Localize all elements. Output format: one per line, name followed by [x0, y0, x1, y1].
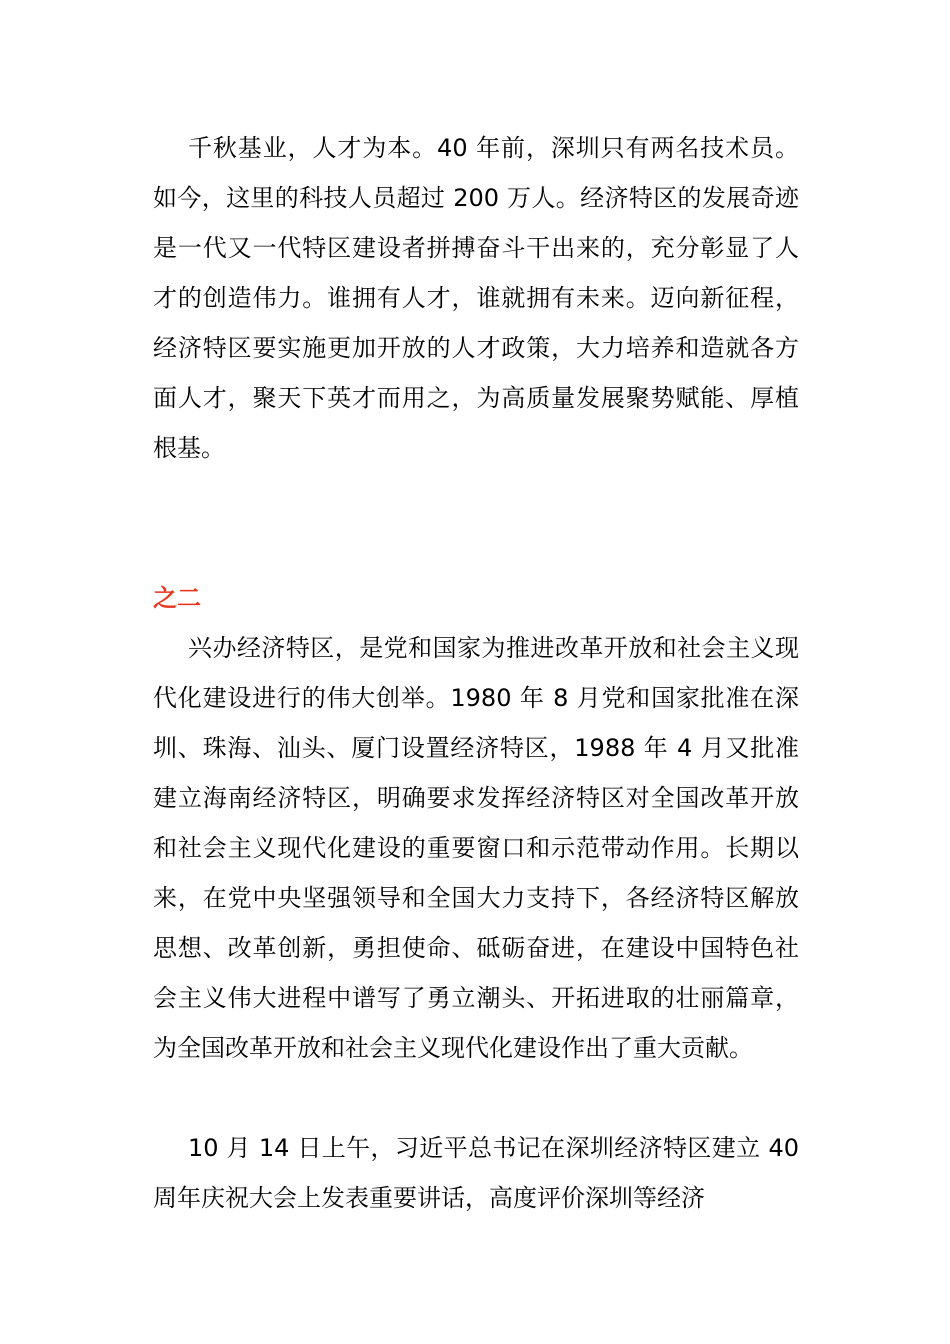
paragraph-special-zones: 兴办经济特区，是党和国家为推进改革开放和社会主义现代化建设进行的伟大创举。1980 年 8 月党和国家批准在深圳、珠海、汕头、厦门设置经济特区，1988 年 4 月又批准建立海南经济特区，明确要求发挥经济特区对全国改革开放和社会主义现代化建设的重要窗口和示范带动作用。长期以来，在党中央坚强领导和全国大力支持下，各经济特区解放思想、改革创新，勇担使命、砥砺奋进，在建设中国特色社会主义伟大进程中谱写了勇立潮头、开拓进取的壮丽篇章，为全国改革开放和社会主义现代化建设作出了重大贡献。	[153, 634, 799, 1062]
paragraph-talent: 千秋基业，人才为本。40 年前，深圳只有两名技术员。如今，这里的科技人员超过 200 万人。经济特区的发展奇迹是一代又一代特区建设者拼搏奋斗干出来的，充分彰显了人才的创造伟力。谁拥有人才，谁就拥有未来。迈向新征程，经济特区要实施更加开放的人才政策，大力培养和造就各方面人才，聚天下英才而用之，为高质量发展聚势赋能、厚植根基。	[153, 134, 799, 462]
section-heading: 之二	[153, 584, 201, 612]
paragraph-speech: 10 月 14 日上午，习近平总书记在深圳经济特区建立 40 周年庆祝大会上发表重要讲话，高度评价深圳等经济	[153, 1134, 799, 1212]
